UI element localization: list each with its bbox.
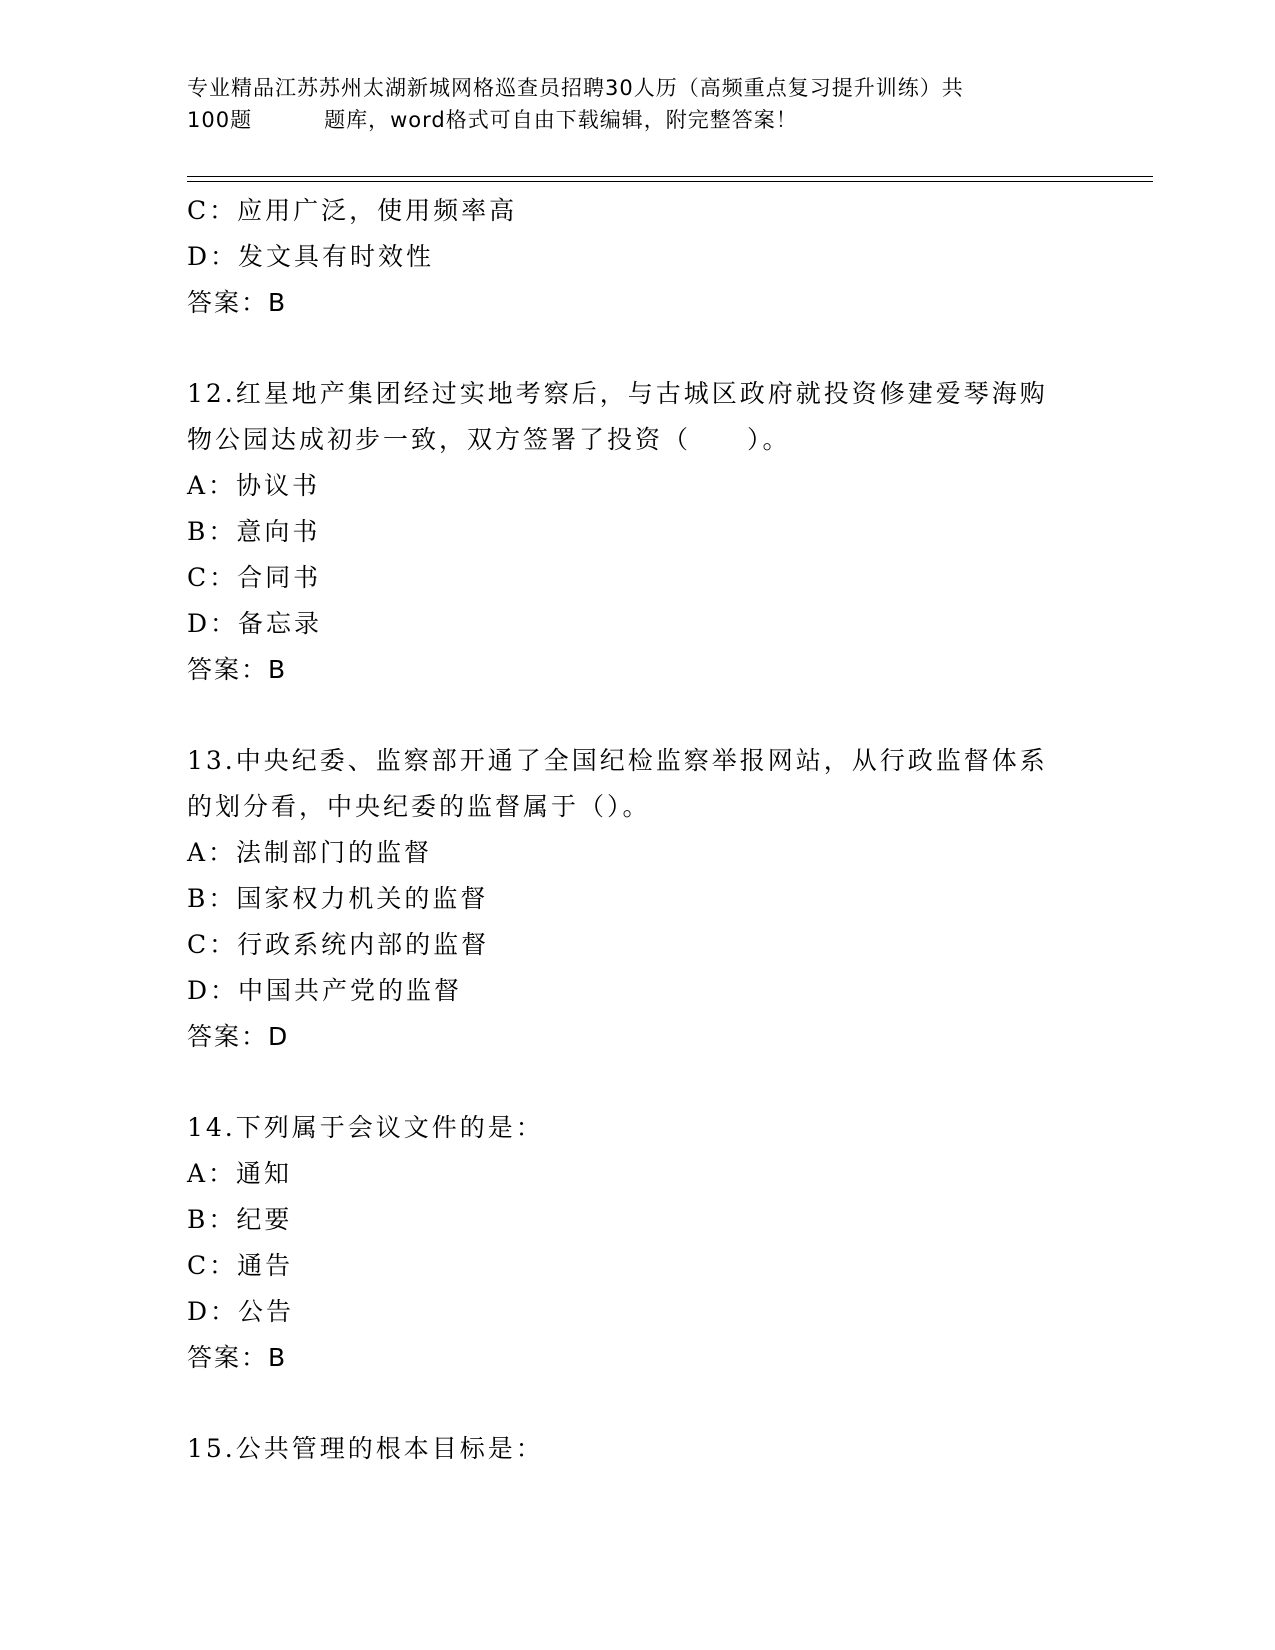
option-d: D：发文具有时效性 [187, 242, 435, 271]
header-rule-top [187, 176, 1153, 177]
question-stem-cont: 的划分看，中央纪委的监督属于（）。 [187, 792, 651, 821]
question-list [187, 188, 1087, 1472]
option-b: B：国家权力机关的监督 [187, 884, 489, 913]
question-14 [187, 1105, 1087, 1381]
question-15 [187, 1426, 1087, 1472]
header-line-2 [187, 104, 1087, 136]
option-c: C：合同书 [187, 563, 322, 592]
option-a: A：法制部门的监督 [187, 838, 433, 867]
header-rule-bottom [187, 181, 1153, 182]
option-b: B：纪要 [187, 1205, 293, 1234]
header-line-1: 专业精品江苏苏州太湖新城网格巡查员招聘30人历（高频重点复习提升训练）共 [187, 76, 964, 100]
answer: 答案：B [187, 655, 288, 684]
option-c: C：通告 [187, 1251, 294, 1280]
question-stem: 13.中央纪委、监察部开通了全国纪检监察举报网站，从行政监督体系 [187, 746, 1048, 775]
option-b: B：意向书 [187, 517, 321, 546]
question-11-tail [187, 188, 1087, 326]
option-a: A：通知 [187, 1159, 293, 1188]
question-stem-cont: 物公园达成初步一致，双方签署了投资（ ）。 [187, 425, 791, 454]
option-c: C：应用广泛，使用频率高 [187, 196, 518, 225]
option-d: D：备忘录 [187, 609, 323, 638]
option-d: D：中国共产党的监督 [187, 976, 463, 1005]
question-stem: 14.下列属于会议文件的是： [187, 1113, 544, 1142]
question-stem: 12.红星地产集团经过实地考察后，与古城区政府就投资修建爱琴海购 [187, 379, 1048, 408]
option-d: D：公告 [187, 1297, 295, 1326]
answer: 答案：B [187, 288, 288, 317]
header-description: 题库，word格式可自由下载编辑，附完整答案！ [324, 108, 798, 132]
question-13 [187, 738, 1087, 1060]
answer: 答案：B [187, 1343, 288, 1372]
option-c: C：行政系统内部的监督 [187, 930, 490, 959]
question-stem: 15.公共管理的根本目标是： [187, 1434, 544, 1463]
answer: 答案：D [187, 1022, 290, 1051]
question-12 [187, 371, 1087, 693]
option-a: A：协议书 [187, 471, 321, 500]
header-count: 100题 [187, 108, 253, 132]
document-header [187, 72, 1087, 136]
